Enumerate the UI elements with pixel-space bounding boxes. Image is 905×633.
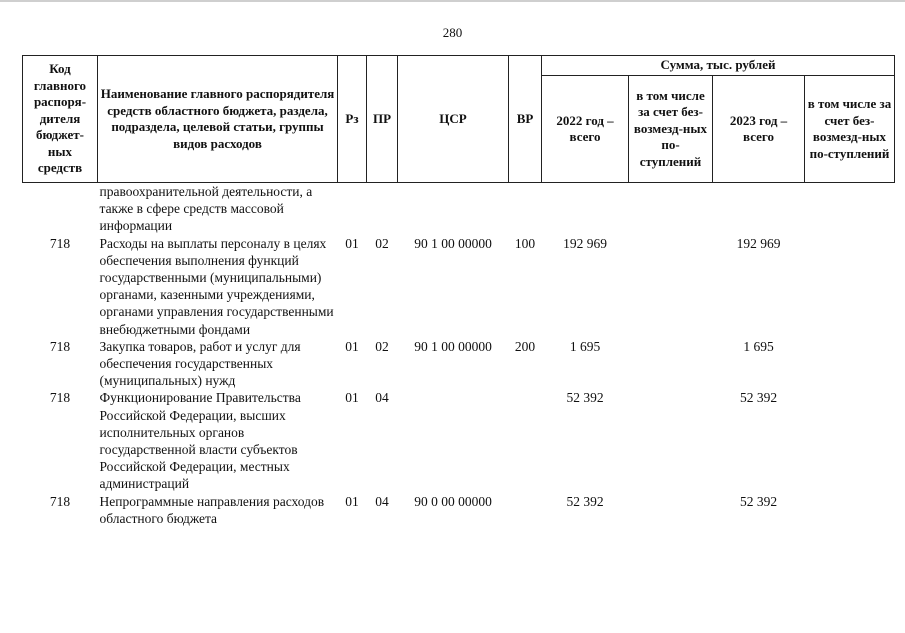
header-2023-total: 2023 год – всего: [713, 76, 805, 183]
table-header: [23, 56, 895, 183]
cell-csr: 90 0 00 00000: [414, 493, 492, 509]
cell-2022-total: 1 695: [569, 338, 601, 354]
header-vr: ВР: [509, 56, 542, 183]
cell-pr: 04: [375, 390, 389, 406]
cell-2023-grants: [805, 493, 895, 527]
cell-csr: [398, 389, 509, 492]
cell-code: 718: [49, 338, 71, 354]
cell-rz: 01: [345, 493, 359, 509]
cell-csr: 90 1 00 00000: [414, 235, 492, 251]
header-2022-total: 2022 год – всего: [542, 76, 629, 183]
cell-2023-grants: [805, 338, 895, 390]
cell-pr: 02: [375, 338, 389, 354]
cell-csr: 90 1 00 00000: [414, 338, 492, 354]
header-2023-grants: в том числе за счет без-возмезд-ных по-ступлений: [805, 76, 895, 183]
cell-name: Расходы на выплаты персоналу в целях обеспечения выполнения функций государственными (муниципальными) органами, казенными учреждениями, органами управления государственными внебюджетными фондами: [99, 235, 334, 337]
cell-2022-grants: [629, 493, 713, 527]
cell-vr: 100: [514, 235, 536, 251]
table-row: [23, 493, 895, 527]
cell-code: 718: [49, 390, 71, 406]
cell-2022-total: 52 392: [566, 390, 604, 406]
header-csr: ЦСР: [398, 56, 509, 183]
cell-2022-total: 52 392: [566, 493, 604, 509]
header-sum-group: Сумма, тыс. рублей: [542, 56, 895, 76]
header-name: Наименование главного распорядителя средств областного бюджета, раздела, подраздела, целевой статьи, группы видов расходов: [98, 56, 338, 183]
cell-pr: 02: [375, 235, 389, 251]
cell-code: 718: [49, 235, 71, 251]
table-row: [23, 235, 895, 338]
cell-name: Закупка товаров, работ и услуг для обеспечения государственных (муниципальных) нужд: [99, 338, 301, 389]
cell-vr: 200: [514, 338, 536, 354]
cell-2023-grants: [805, 389, 895, 492]
cell-name: Непрограммные направления расходов областного бюджета: [99, 493, 325, 526]
cell-2022-grants: [629, 389, 713, 492]
cell-vr: [509, 389, 542, 492]
cell-2023-total: 52 392: [739, 493, 778, 509]
page-number: 280: [442, 25, 463, 40]
header-rz: Рз: [338, 56, 367, 183]
cell-2022-grants: [629, 338, 713, 390]
cell-code: 718: [49, 493, 71, 509]
cell-vr: [509, 493, 542, 527]
table-row-continuation: [23, 183, 895, 235]
cell-2022-grants: [629, 235, 713, 338]
cell-rz: 01: [345, 235, 359, 251]
cell-2022-total: 192 969: [563, 235, 607, 251]
table-body: [23, 183, 895, 528]
cell-rz: 01: [345, 390, 359, 406]
cell-pr: 04: [375, 493, 389, 509]
cell-code: [23, 183, 98, 235]
cell-2023-total: 1 695: [743, 338, 774, 354]
header-2022-grants: в том числе за счет без-возмезд-ных по-ступлений: [629, 76, 713, 183]
cell-rz: 01: [345, 338, 359, 354]
cell-2023-total: 192 969: [736, 235, 781, 251]
budget-table: [22, 55, 895, 527]
cell-name: Функционирование Правительства Российской Федерации, высших исполнительных органов государственной власти субъектов Российской Федерации, местных администраций: [99, 390, 301, 492]
header-code: Код главного распоря-дителя бюджет-ных средств: [23, 56, 98, 183]
cell-name-continuation: правоохранительной деятельности, а также в сфере средств массовой информации: [99, 184, 313, 234]
header-pr: ПР: [367, 56, 398, 183]
cell-2023-total: 52 392: [739, 390, 778, 406]
cell-2023-grants: [805, 235, 895, 338]
table-row: [23, 338, 895, 390]
table-row: [23, 389, 895, 492]
scan-top-edge: [0, 0, 905, 2]
